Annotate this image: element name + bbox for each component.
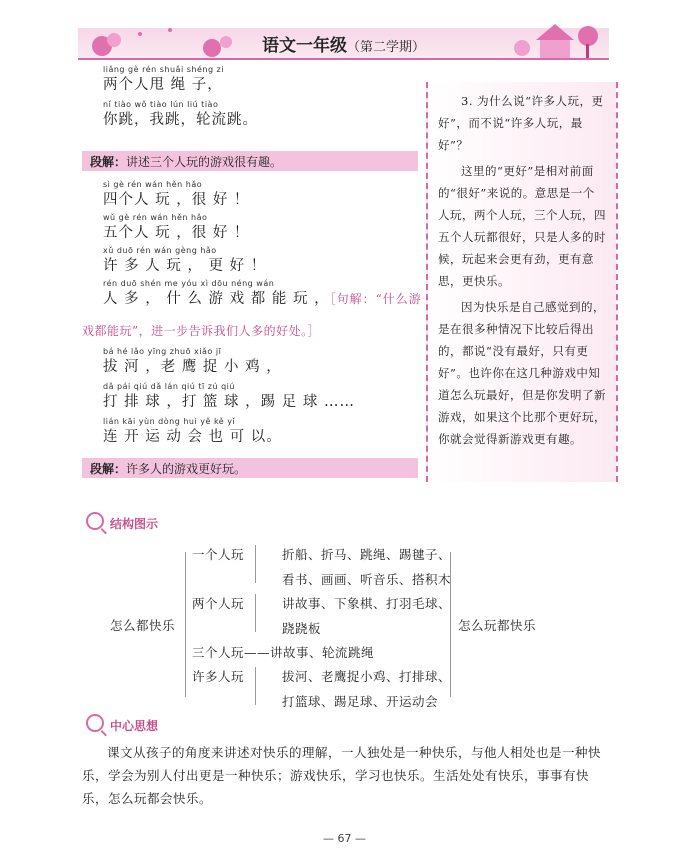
diagram-leaf: 折船、折马、跳绳、踢毽子、 bbox=[282, 547, 452, 562]
pinyin: nǐ tiào wǒ tiào lún liú tiào bbox=[103, 100, 219, 109]
magnifier-icon bbox=[86, 512, 104, 530]
diagram-leaf: 看书、画画、听音乐、搭积木 bbox=[282, 572, 452, 587]
diagram-brace-right bbox=[450, 552, 451, 697]
poem-line-6 bbox=[103, 279, 433, 309]
hanzi: 人 多 ， 什 么 游 戏 都 能 玩 ， bbox=[103, 291, 330, 307]
diagram-node-one: 一个人玩 bbox=[192, 547, 245, 562]
hanzi: 你跳，我跳，轮流跳。 bbox=[103, 112, 258, 128]
poem-line-5 bbox=[103, 246, 413, 276]
note-label: 段解： bbox=[90, 155, 127, 169]
diagram-conclusion: 怎么玩都快乐 bbox=[458, 618, 537, 633]
pinyin: dǎ pái qiú dǎ lán qiú tī zú qiú bbox=[103, 382, 235, 391]
sidebar-answer-2: 因为快乐是自己感觉到的，是在很多种情况下比较后得出的，都说“没有最好，只有更好”。也许你在这几种游戏中知道怎么玩最好，但是你发明了新游戏，如果这个比那个更好玩，你就会觉得新游戏更有趣。 bbox=[438, 300, 606, 446]
poem-line-2 bbox=[103, 100, 413, 130]
pinyin: liǎng gè rén shuǎi shéng zi bbox=[103, 65, 224, 74]
diagram-root: 怎么都快乐 bbox=[110, 618, 176, 633]
pinyin: bá hé lǎo yīng zhuō xiǎo jī bbox=[103, 347, 222, 356]
poem-line-8 bbox=[103, 382, 413, 412]
hanzi: 连 开 运 动 会 也 可 以。 bbox=[103, 429, 282, 445]
pinyin: wǔ gè rén wán hěn hǎo bbox=[103, 213, 208, 222]
hanzi: 两个人甩 绳 子， bbox=[103, 77, 223, 93]
magnifier-icon bbox=[86, 714, 104, 732]
sidebar-question: 3. 为什么说“许多人玩，更好”，而不说“许多人玩，最好”？ bbox=[438, 94, 604, 152]
poem-line-9 bbox=[103, 417, 413, 447]
diagram-leaf: 讲故事、下象棋、打羽毛球、 bbox=[282, 596, 452, 611]
diagram-leaf: 拔河、老鹰捉小鸡、打排球、 bbox=[282, 669, 452, 684]
diagram-node-two: 两个人玩 bbox=[192, 596, 245, 611]
pinyin: xǔ duō rén wán gèng hǎo bbox=[103, 246, 217, 255]
diagram-brace bbox=[185, 552, 186, 697]
center-paragraph bbox=[82, 741, 612, 810]
structure-heading: 结构图示 bbox=[110, 517, 159, 531]
pinyin: sì gè rén wán hěn hǎo bbox=[103, 180, 203, 189]
sentence-note: ［句解：“什么游 bbox=[329, 292, 422, 306]
poem-line-1 bbox=[103, 65, 413, 95]
paragraph-note-2 bbox=[82, 458, 418, 478]
poem-line-7 bbox=[103, 347, 413, 377]
pinyin: lián kāi yùn dòng huì yě kě yǐ bbox=[103, 417, 236, 426]
diagram-node-three: 三个人玩——讲故事、轮流跳绳 bbox=[192, 645, 375, 660]
note-text: 讲述三个人玩的游戏很有趣。 bbox=[126, 155, 283, 169]
center-text: 课文从孩子的角度来讲述对快乐的理解，一人独处是一种快乐，与他人相处也是一种快乐，学会为别人付出更是一种快乐；游戏快乐，学习也快乐。生活处处有快乐，事事有快乐，怎么玩都会快乐。 bbox=[82, 745, 602, 806]
hanzi: 五个人 玩 ，很 好 ！ bbox=[103, 225, 250, 241]
poem-line-3 bbox=[103, 180, 413, 210]
hanzi: 许 多 人 玩 ， 更 好 ！ bbox=[103, 258, 267, 274]
pinyin: rén duō shén me yóu xì dōu néng wán bbox=[103, 279, 275, 288]
poem-column-3 bbox=[103, 347, 413, 447]
question-sidebar bbox=[426, 82, 618, 482]
diagram-node-many: 许多人玩 bbox=[192, 669, 245, 684]
note-label: 段解： bbox=[90, 462, 127, 476]
book-title: 语文一年级（第二学期） bbox=[261, 36, 425, 56]
paragraph-note-1 bbox=[82, 151, 418, 171]
diagram-leaf: 打篮球、踢足球、开运动会 bbox=[282, 694, 439, 709]
diagram-brace-small bbox=[255, 594, 256, 632]
sidebar-answer-1: 这里的“更好”是相对前面的“很好”来说的。意思是一个人玩，两个人玩，三个人玩，四五个人玩都很好，只是人多的时候，玩起来会更有劲，更有意思，更快乐。 bbox=[438, 164, 606, 288]
poem-column bbox=[103, 65, 413, 130]
diagram-leaf: 跷跷板 bbox=[282, 621, 322, 636]
diagram-brace-small bbox=[255, 667, 256, 705]
note-text: 许多人的游戏更好玩。 bbox=[126, 462, 247, 476]
poem-line-4 bbox=[103, 213, 413, 243]
center-heading: 中心思想 bbox=[110, 719, 159, 733]
diagram-brace-small bbox=[255, 545, 256, 583]
hanzi: 四个人 玩 ，很 好 ！ bbox=[103, 192, 250, 208]
hanzi: 打 排 球 ，打 篮 球 ，踢 足 球 …… bbox=[103, 394, 355, 410]
poem-column-2 bbox=[103, 180, 422, 309]
sentence-note-continued: 戏都能玩”，进一步告诉我们人多的好处。］ bbox=[82, 324, 321, 338]
page-number: — 67 — bbox=[323, 832, 366, 845]
floral-decoration-left-icon bbox=[80, 22, 240, 62]
house-decoration-icon bbox=[510, 18, 610, 64]
hanzi: 拔 河 ，老 鹰 捉 小 鸡 ， bbox=[103, 359, 282, 375]
